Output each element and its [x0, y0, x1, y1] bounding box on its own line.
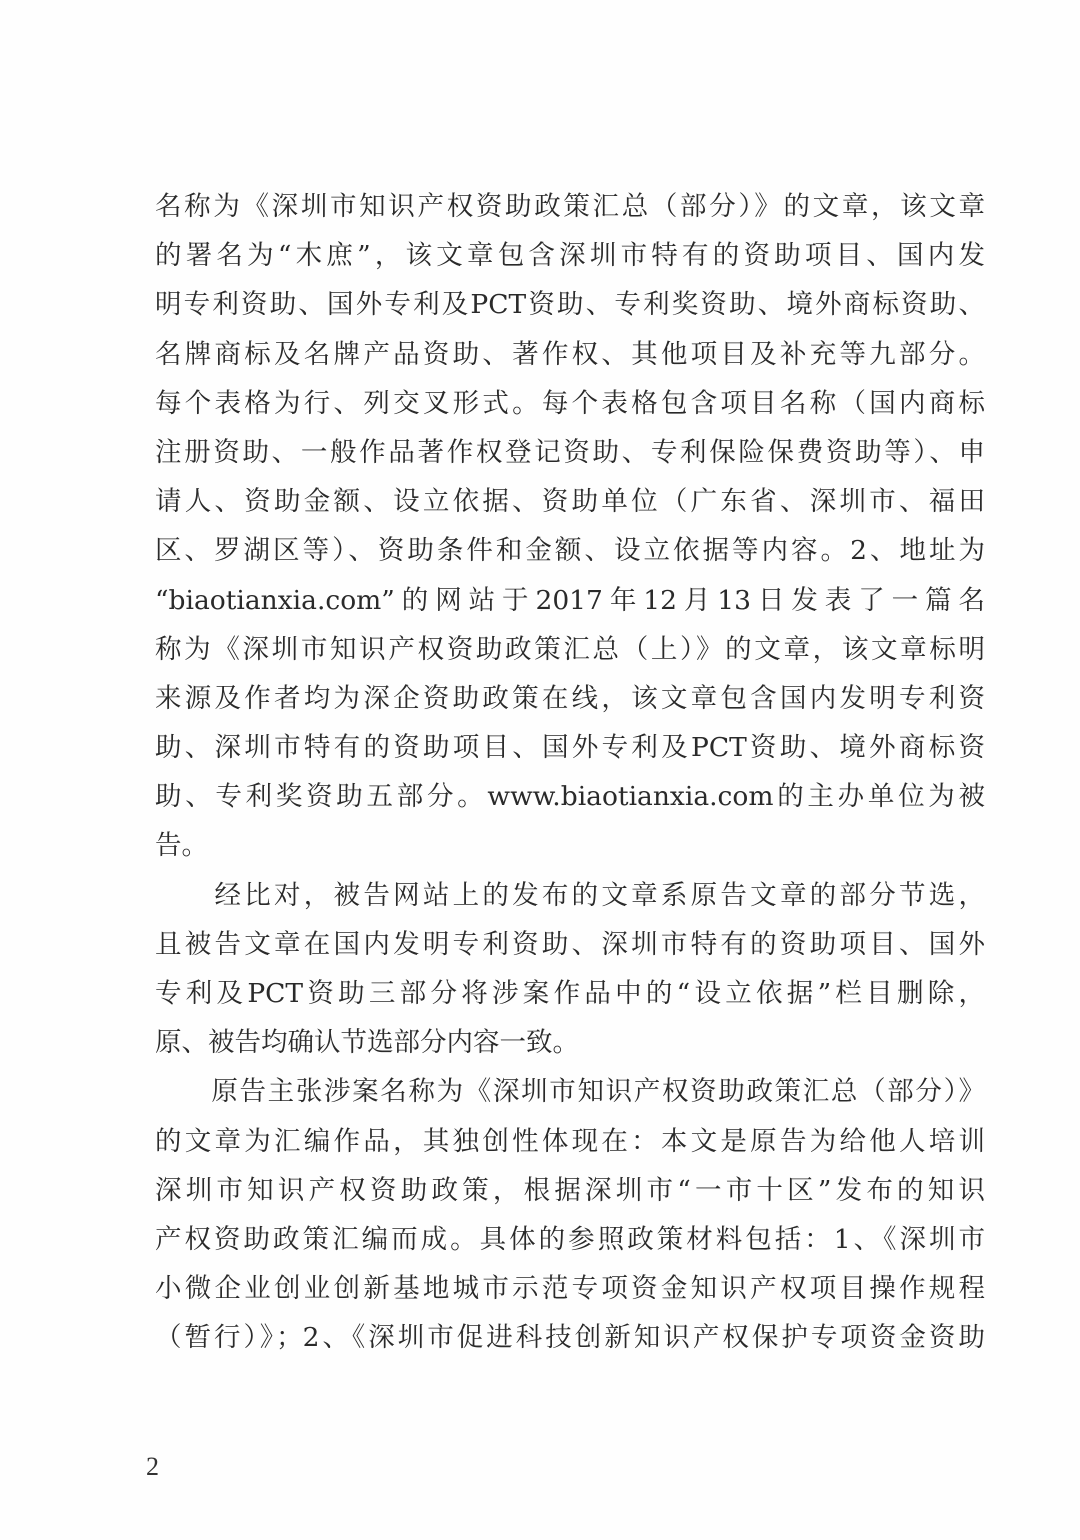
text-line: “biaotianxia.com”的网站于2017年12月13日发表了一篇名 — [155, 584, 985, 616]
text-line: 每个表格为行、列交叉形式。每个表格包含项目名称（国内商标 — [155, 387, 985, 419]
text-line: 名牌商标及名牌产品资助、著作权、其他项目及补充等九部分。 — [155, 338, 985, 370]
text-line: 深圳市知识产权资助政策，根据深圳市“一市十区”发布的知识 — [155, 1174, 985, 1206]
text-line: （暂行）》；2、《深圳市促进科技创新知识产权保护专项资金资助 — [155, 1322, 985, 1354]
text-line: 称为《深圳市知识产权资助政策汇总（上）》的文章，该文章标明 — [155, 633, 985, 665]
text-line: 原告主张涉案名称为《深圳市知识产权资助政策汇总（部分）》 — [155, 1076, 985, 1108]
text-line: 原、被告均确认节选部分内容一致。 — [155, 1027, 579, 1059]
text-line: 专利及PCT资助三部分将涉案作品中的“设立依据”栏目删除， — [155, 978, 985, 1009]
text-line: 注册资助、一般作品著作权登记资助、专利保险保费资助等）、申 — [155, 436, 985, 468]
text-line: 告。 — [155, 830, 208, 862]
page-number: 2 — [146, 1452, 159, 1481]
text-line: 请人、资助金额、设立依据、资助单位（广东省、深圳市、福田 — [155, 486, 985, 518]
text-line: 的署名为“木庶”，该文章包含深圳市特有的资助项目、国内发 — [155, 240, 985, 272]
text-line: 来源及作者均为深企资助政策在线，该文章包含国内发明专利资 — [155, 682, 985, 714]
text-line: 的文章为汇编作品，其独创性体现在：本文是原告为给他人培训 — [155, 1125, 985, 1157]
text-line: 经比对，被告网站上的发布的文章系原告文章的部分节选， — [155, 879, 985, 911]
text-line: 产权资助政策汇编而成。具体的参照政策材料包括：1、《深圳市 — [155, 1223, 985, 1255]
text-line: 明专利资助、国外专利及PCT资助、专利奖资助、境外商标资助、 — [155, 289, 985, 321]
text-line: 小微企业创业创新基地城市示范专项资金知识产权项目操作规程 — [155, 1273, 985, 1305]
text-line: 助、专利奖资助五部分。www.biaotianxia.com的主办单位为被 — [155, 781, 985, 813]
text-line: 名称为《深圳市知识产权资助政策汇总（部分）》的文章，该文章 — [155, 191, 985, 222]
body-text — [155, 182, 985, 1363]
text-line: 且被告文章在国内发明专利资助、深圳市特有的资助项目、国外 — [155, 928, 985, 960]
text-line: 助、深圳市特有的资助项目、国外专利及PCT资助、境外商标资 — [155, 732, 985, 764]
text-line: 区、罗湖区等）、资助条件和金额、设立依据等内容。2、地址为 — [155, 535, 985, 567]
